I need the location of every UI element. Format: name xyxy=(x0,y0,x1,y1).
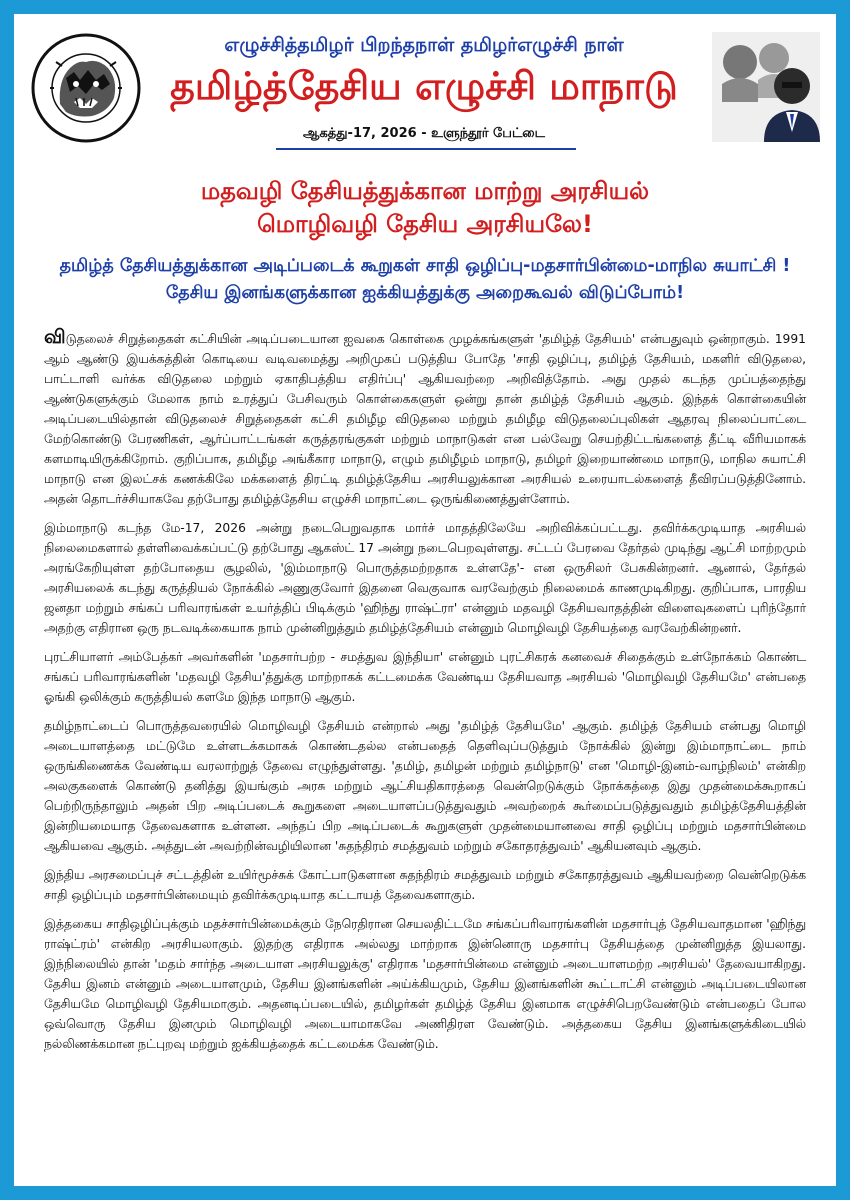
party-logo-icon xyxy=(30,32,142,144)
paragraph-6: இத்தகைய சாதிஒழிப்புக்கும் மதச்சார்பின்மைக்கும் நேரெதிரான செயலதிட்டமே சங்கப்பரிவாரங்களின் மதசார்புத் தேசியவாதமான 'ஹிந்து ராஷ்ட்ரம்' என்கிற அரசியலாகும். இதற்கு எதிராக அல்லது மாற்றாக இன்னொரு மதசார்பு தேசியத்தை முன்னிறுத்த இயலாது. இந்நிலையில் தான் 'மதம் சார்ந்த அடையாள அரசியலுக்கு' எதிராக 'மதசார்பின்மை என்னும் அடையாளமற்ற அரசியல்' தேவையாகிறது. தேசிய இனம் என்னும் அடையாளமும், தேசிய இனங்களின் அய்க்கியமும், தேசிய இனங்களின் கூட்டாட்சி என்னும் அடிப்படையிலான தேசியமே மொழிவழி தேசியமாகும். அதனடிப்படையில், தமிழர்கள் தமிழ்த் தேசிய இனமாக எழுச்சிபெறவேண்டும் என்பதைப் போல ஒவ்வொரு தேசிய இனமும் மொழிவழி அடையாமாகவே அணிதிரள வேண்டும். அத்தகைய தேசிய இனங்களுக்கிடையில் நல்லிணக்கமான நட்புறவு மற்றும் ஐக்கியத்தைக் கட்டமைக்க வேண்டும். xyxy=(44,917,806,1051)
poster-header xyxy=(14,14,836,169)
drop-cap: வி xyxy=(44,326,66,348)
header-divider xyxy=(276,148,576,150)
leaders-portrait-icon xyxy=(712,32,820,142)
event-title: தமிழ்த்தேசிய எழுச்சி மாநாடு xyxy=(170,64,678,108)
event-subtitle: எழுச்சித்தமிழர் பிறந்தநாள் தமிழர்எழுச்சி நாள் xyxy=(224,34,624,56)
paragraph-3: புரட்சியாளர் அம்பேத்கர் அவர்களின் 'மதசார்பற்ற - சமத்துவ இந்தியா' என்னும் புரட்சிகரக் கனவைச் சிதைக்கும் உள்நோக்கம் கொண்ட சங்கப் பரிவாரங்களின் 'மதவழி தேசிய'த்துக்கு மாற்றாகக் கட்டமைக்க வேண்டிய தேசியவாத அரசியல் 'மொழிவழி தேசியமே' என்பதை ஓங்கி ஒலிக்கும் கருத்தியல் களமே இந்த மாநாடு ஆகும். xyxy=(44,650,806,704)
red-slogan-line-1: மதவழி தேசியத்துக்கான மாற்று அரசியல் xyxy=(200,177,650,205)
blue-slogan-line-1: தமிழ்த் தேசியத்துக்கான அடிப்படைக் கூறுகள் சாதி ஒழிப்பு-மதசார்பின்மை-மாநில சுயாட்சி ! xyxy=(59,256,791,276)
paragraph-5: இந்திய அரசமைப்புச் சட்டத்தின் உயிர்மூச்சுக் கோட்பாடுகளான சுதந்திரம் சமத்துவம் மற்றும் சகோதரத்துவம் ஆகியவற்றை வென்றெடுக்க சாதி ஒழிப்பும் மதசார்பின்மையும் தவிர்க்கமுடியாத கட்டாயத் தேவைகளாகும். xyxy=(44,868,806,902)
paragraph-2: இம்மாநாடு கடந்த மே-17, 2026 அன்று நடைபெறுவதாக மார்ச் மாதத்திலேயே அறிவிக்கப்பட்டது. தவிர்க்கமுடியாத அரசியல் நிலைமைகளால் தள்ளிவைக்கப்பட்டு தற்போது ஆகஸ்ட் 17 அன்று நடைபெறவுள்ளது. சட்டப் பேரவை தேர்தல் முடிந்து ஆட்சி மாற்றமும் அரங்கேறியுள்ள தற்போதைய சூழலில், 'இம்மாநாடு பொருத்தமற்றதாக உள்ளதே'- என ஒருசிலர் பேசுகின்றனர். ஆனால், தேர்தல் அரசியலைக் கடந்து கருத்தியல் நோக்கில் அணுகுவோர் இதனை வெகுவாக வரவேற்கும் நிலைமைக் காணமுடிகிறது. குறிப்பாக, பாரதிய ஜனதா மற்றும் சங்கப் பரிவாரங்கள் உயர்த்திப் பிடிக்கும் 'ஹிந்து ராஷ்ட்ரா' என்னும் மதவழி தேசியவாதத்தின் விளைவுகளைப் புரிந்தோர் அதற்கு எதிரான ஒரு நடவடிக்கையாக நாம் முன்னிறுத்தும் தமிழ்த்தேசியம் என்னும் மொழிவழி தேசியத்தை வரவேற்கின்றனர். xyxy=(44,521,806,635)
paragraph-1-text: டுதலைச் சிறுத்தைகள் கட்சியின் அடிப்படையான ஐவகை கொள்கை முழக்கங்களுள் 'தமிழ்த் தேசியம்' என்பதுவும் ஒன்றாகும். 1991 ஆம் ஆண்டு இயக்கத்தின் கொடியை வடிவமைத்து அறிமுகப் படுத்திய போதே 'சாதி ஒழிப்பு, தமிழ்த் தேசியம், மகளிர் விடுதலை, பாட்டாளி வர்க்க விடுதலை மற்றும் ஏகாதிபத்திய எதிர்ப்பு' ஆகியவற்றை அறிவித்தோம். அது முதல் கடந்த முப்பத்தைந்து ஆண்டுகளுக்கும் மேலாக நாம் உரத்துப் பேசிவரும் கொள்கைகளுள் ஒன்று தான் தமிழ்த் தேசியம் ஆகும். இந்தக் கொள்கையின் அடிப்படையில்தான் விடுதலைச் சிறுத்தைகள் கட்சி தமிழீழ விடுதலை மற்றும் தமிழீழ விடுதலைப்புலிகள் ஆதரவு நிலைப்பாட்டை மேற்கொண்டு பேரணிகள், ஆர்ப்பாட்டங்கள் கருத்தரங்குகள் மற்றும் மாநாடுகள் என பல்வேறு செயற்திட்டங்களைத் தீட்டி வீரியமாகக் களமாடியிருக்கிறோம். குறிப்பாக, தமிழீழ அங்கீகார மாநாடு, எழும் தமிழீழம் மாநாடு, தமிழர் இறையாண்மை மாநாடு, மாநில சுயாட்சி மாநாடு என இலட்சக் கணக்கிலே மக்களைத் திரட்டி தமிழ்த்தேசிய அரசியலுக்கான அரசியல் உரையாடல்களைத் தீவிரப்படுத்தினோம். அதன் தொடர்ச்சியாகவே தற்போது தமிழ்த்தேசிய எழுச்சி மாநாட்டை ஒருங்கிணைத்துள்ளோம். xyxy=(44,332,806,506)
poster xyxy=(14,14,836,1186)
red-slogan-line-2: மொழிவழி தேசிய அரசியலே! xyxy=(257,210,593,238)
blue-slogan-line-2: தேசிய இனங்களுக்கான ஐக்கியத்துக்கு அறைகூவல் விடுப்போம்! xyxy=(165,283,685,303)
event-date-venue: ஆகத்து-17, 2026 - உளுந்தூர் பேட்டை xyxy=(303,126,545,141)
article-body xyxy=(14,326,836,1054)
red-slogan xyxy=(14,175,836,241)
paragraph-1 xyxy=(44,326,806,509)
paragraph-4: தமிழ்நாட்டைப் பொருத்தவரையில் மொழிவழி தேசியம் என்றால் அது 'தமிழ்த் தேசியமே' ஆகும். தமிழ்த் தேசியம் என்பது மொழி அடையாளத்தை மட்டுமே உள்ளடக்கமாகக் கொண்டதல்ல என்பதைத் தெளிவுப்படுத்தும் நோக்கில் இன்று இம்மாநாட்டை நாம் ஒருங்கிணைக்க வேண்டிய வரலாற்றுத் தேவை எழுந்துள்ளது. 'தமிழ், தமிழன் மற்றும் தமிழ்நாடு' என 'மொழி-இனம்-வாழ்நிலம்' என்கிற அலகுகளைக் கொண்டு தனித்து இயங்கும் அரசு மற்றும் ஆட்சியதிகாரத்தை வென்றெடுக்கும் நோக்கத்தை இது முதன்மைக்கூறாகப் பெற்றிருந்தாலும் அதன் பிற அடிப்படைக் கூறுகளை அடையாளப்படுத்துவதும் அவற்றைக் கூர்மைப்படுத்துவதும் தமிழ்த்தேசியத்தின் இன்றியமையாத தேவைகளாக உள்ளன. அந்தப் பிற அடிப்படைக் கூறுகளுள் முதன்மையானவை சாதி ஒழிப்பு மற்றும் மதசார்பின்மை ஆகியவை ஆகும். அத்துடன் அவற்றின்வழியிலான 'சுதந்திரம் சமத்துவம் மற்றும் சகோதரத்துவம்' ஆகியனவும் ஆகும். xyxy=(44,719,806,853)
blue-slogan xyxy=(14,253,836,307)
